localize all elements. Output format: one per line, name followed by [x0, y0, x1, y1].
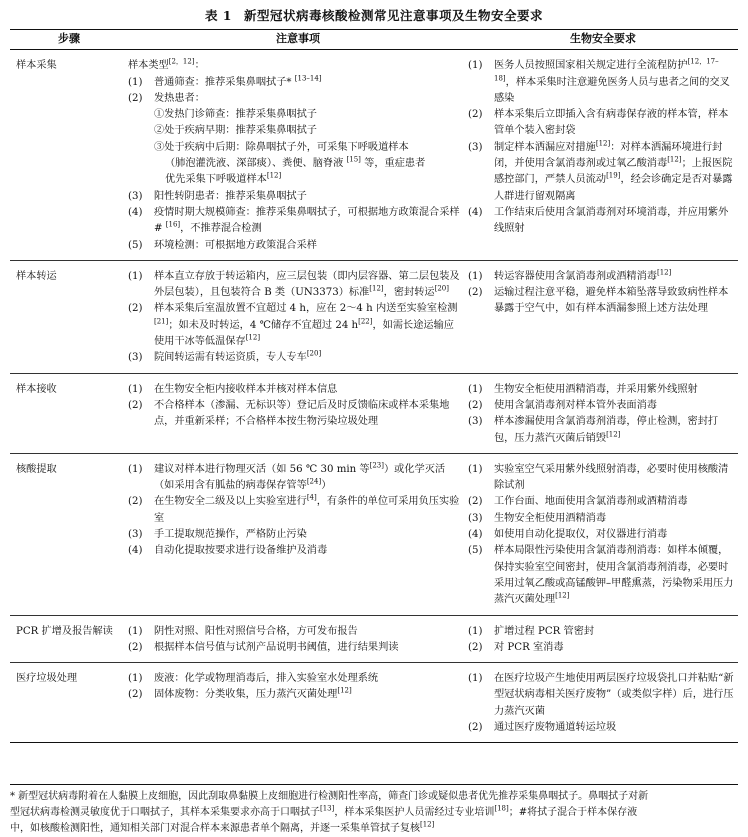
item-text: 运输过程注意平稳，避免样本箱坠落导致致病性样本暴露于空气中，如有样本洒漏参照上述方法处理	[494, 287, 729, 315]
table-row	[10, 663, 738, 743]
notes-item	[128, 671, 460, 687]
item-number: (1)	[468, 463, 483, 475]
table-row	[10, 260, 738, 373]
footnote-line: * 新型冠状病毒附着在人黏膜上皮细胞，因此刮取鼻黏膜上皮细胞进行检测阳性率高，筛查门诊或疑似患者优先推荐采集鼻咽拭子。鼻咽拭子对新	[10, 791, 649, 802]
header-biosafety: 生物安全要求	[468, 30, 738, 50]
step-cell: PCR 扩增及报告解读	[10, 615, 128, 663]
item-text: 样本局限性污染使用含氯消毒剂消毒：如样本倾覆，保持实验室空间密封，使用含氯消毒剂消毒，必要时采用过氧乙酸或高锰酸钾–甲醛熏蒸，污染物采用压力蒸汽灭菌处理[12]	[494, 545, 734, 606]
biosafety-cell	[468, 663, 738, 743]
item-text: 固体废物：分类收集，压力蒸汽灭菌处理[12]	[154, 687, 352, 701]
notes-cell	[128, 373, 468, 453]
item-text: 阴性对照、阳性对照信号合格，方可发布报告	[154, 625, 358, 637]
notes-subitem: ③处于疾病中后期：除鼻咽拭子外，可采集下呼吸道样本	[154, 141, 409, 153]
notes-item	[128, 640, 460, 656]
biosafety-item	[468, 285, 738, 318]
notes-item	[128, 398, 460, 431]
notes-item	[128, 527, 460, 543]
item-text: 发热患者：	[154, 92, 205, 104]
item-text: 生物安全柜使用酒精消毒	[494, 512, 607, 524]
notes-item	[128, 687, 460, 703]
step-cell: 样本转运	[10, 260, 128, 373]
item-number: (3)	[128, 352, 143, 364]
item-text: 样本渗漏使用含氯消毒剂消毒，停止检测，密封打包，压力蒸汽灭菌后销毁[12]	[494, 416, 719, 444]
item-number: (2)	[128, 399, 143, 411]
notes-cell	[128, 260, 468, 373]
item-number: (1)	[128, 270, 143, 282]
biosafety-item	[468, 671, 738, 720]
biosafety-item	[468, 398, 738, 414]
item-text: 手工提取规范操作，严格防止污染	[154, 529, 307, 541]
item-number: (2)	[468, 109, 483, 121]
notes-list	[128, 462, 460, 560]
biosafety-list	[468, 382, 738, 447]
item-text: 在生物安全二级及以上实验室进行[4]，有条件的单位可采用负压实验室	[154, 494, 460, 524]
item-number: (2)	[468, 641, 483, 653]
footnote	[10, 784, 738, 837]
item-number: (1)	[468, 60, 483, 72]
biosafety-list	[468, 462, 738, 609]
step-cell: 核酸提取	[10, 453, 128, 615]
item-number: (3)	[468, 141, 483, 153]
item-text: 扩增过程 PCR 管密封	[494, 625, 595, 637]
notes-item	[128, 350, 460, 366]
biosafety-item	[468, 511, 738, 527]
biosafety-item	[468, 414, 738, 447]
table-row	[10, 50, 738, 261]
item-text: 医务人员按照国家相关规定进行全流程防护[12，17–18]，样本采集时注意避免医务人员与患者之间的交叉感染	[494, 57, 730, 104]
item-number: (3)	[468, 416, 483, 428]
biosafety-item	[468, 640, 738, 656]
item-text: 普通筛查：推荐采集鼻咽拭子* [13–14]	[154, 74, 322, 88]
item-number: (3)	[468, 512, 483, 524]
item-text: 生物安全柜使用酒精消毒，并采用紫外线照射	[494, 383, 698, 395]
notes-item	[128, 189, 460, 205]
item-number: (4)	[468, 206, 483, 218]
item-number: (1)	[468, 625, 483, 637]
item-number: (2)	[468, 287, 483, 299]
notes-item	[128, 75, 460, 91]
item-number: (1)	[128, 673, 143, 685]
item-number: (2)	[128, 641, 143, 653]
item-number: (2)	[128, 496, 143, 508]
item-text: 工作结束后使用含氯消毒剂对环境消毒，并应用紫外线照射	[494, 206, 729, 235]
notes-item	[128, 462, 460, 495]
item-text: 废液：化学或物理消毒后，排入实验室水处理系统	[154, 673, 379, 685]
notes-list	[128, 75, 460, 254]
biosafety-item	[468, 720, 738, 736]
item-text: 根据样本信号值与试剂产品说明书阈值，进行结果判读	[154, 641, 399, 653]
item-number: (4)	[468, 529, 483, 541]
item-text: 样本采集后室温放置不宜超过 4 h，应在 2～4 h 内送至实验室检测[21]；如未及时转运，4 ℃储存不宜超过 24 h[22]，如需长途运输应使用干冰等低温保存[12]	[154, 303, 458, 348]
table-row	[10, 373, 738, 453]
item-text: 实验室空气采用紫外线照射消毒，必要时使用核酸清除试剂	[494, 463, 729, 492]
item-number: (1)	[128, 625, 143, 637]
table-row	[10, 615, 738, 663]
biosafety-cell	[468, 260, 738, 373]
biosafety-cell	[468, 453, 738, 615]
item-number: (4)	[128, 545, 143, 557]
header-notes: 注意事项	[128, 30, 468, 50]
biosafety-item	[468, 624, 738, 640]
biosafety-list	[468, 58, 738, 237]
notes-item	[128, 205, 460, 238]
table-row	[10, 453, 738, 615]
item-text: 样本直立存放于转运箱内，应三层包装（即内层容器、第二层包装及外层包装），且包装符合 B 类（UN3373）标准[12]，密封转运[20]	[154, 270, 460, 299]
item-number: (1)	[128, 463, 143, 475]
item-number: (5)	[128, 239, 143, 251]
item-number: (5)	[468, 545, 483, 557]
biosafety-cell	[468, 50, 738, 261]
item-number: (2)	[468, 399, 483, 411]
biosafety-item	[468, 494, 738, 510]
item-number: (2)	[128, 689, 143, 701]
notes-item	[128, 301, 460, 350]
item-text: 院间转运需有转运资质，专人专车[20]	[154, 349, 322, 364]
notes-subitem: ①发热门诊筛查：推荐采集鼻咽拭子	[154, 109, 317, 121]
notes-list	[128, 382, 460, 431]
item-text: 对 PCR 室消毒	[494, 641, 564, 653]
item-number: (1)	[468, 270, 483, 282]
item-number: (1)	[128, 76, 143, 88]
notes-item	[128, 494, 460, 527]
item-number: (3)	[128, 190, 143, 202]
biosafety-cell	[468, 373, 738, 453]
item-number: (4)	[128, 206, 143, 218]
notes-list	[128, 624, 460, 657]
item-text: 自动化提取按要求进行设备维护及消毒	[154, 545, 328, 557]
biosafety-item	[468, 205, 738, 238]
item-text: 如使用自动化提取仪，对仪器进行消毒	[494, 529, 668, 541]
item-text: 在生物安全柜内接收样本并核对样本信息	[154, 383, 338, 395]
biosafety-item	[468, 140, 738, 205]
biosafety-list	[468, 624, 738, 657]
item-number: (1)	[468, 383, 483, 395]
biosafety-list	[468, 269, 738, 318]
biosafety-cell	[468, 615, 738, 663]
item-text: 通过医疗废物通道转运垃圾	[494, 721, 617, 733]
item-text: 样本采集后立即插入含有病毒保存液的样本管，样本管单个装入密封袋	[494, 109, 729, 137]
notes-cell	[128, 50, 468, 261]
step-cell: 样本接收	[10, 373, 128, 453]
notes-item	[128, 238, 460, 254]
item-text: 制定样本洒漏应对措施[12]：对样本洒漏环境进行封闭，并使用含氯消毒剂或过氧乙酸消毒[12]；上报医院感控部门，严禁人员流动[19]，经会诊确定是否对暴露人群进行留观隔离	[494, 139, 733, 202]
table-title	[0, 6, 748, 24]
table-caption: 新型冠状病毒核酸检测常见注意事项及生物安全要求	[244, 8, 544, 23]
item-text: 疫情时期大规模筛查：推荐采集鼻咽拭子，可根据地方政策混合采样# [16]，不推荐混合检测	[154, 206, 460, 235]
biosafety-item	[468, 382, 738, 398]
item-text: 在医疗垃圾产生地使用两层医疗垃圾袋扎口并粘贴“新型冠状病毒相关医疗废物”（或类似字样）后，进行压力蒸汽灭菌	[494, 673, 734, 717]
footnote-line: 中，如核酸检测阳性，通知相关部门对混合样本来源患者单个隔离，并逐一采集单管拭子复核[12]	[10, 820, 435, 834]
notes-intro: 样本类型[2，12]：	[128, 57, 205, 72]
item-number: (2)	[468, 496, 483, 508]
biosafety-item	[468, 58, 738, 107]
notes-subitem: 优先采集下呼吸道样本[12]	[165, 171, 282, 186]
table-body	[10, 50, 738, 743]
notes-list	[128, 671, 460, 704]
step-cell: 样本采集	[16, 60, 57, 72]
item-text: 环境检测：可根据地方政策混合采样	[154, 239, 317, 251]
footnote-line: 型冠状病毒检测灵敏度优于口咽拭子，其样本采集要求亦高于口咽拭子[13]，样本采集医护人员需经过专业培训[18]；#将拭子混合于样本保存液	[10, 804, 638, 818]
notes-list	[128, 269, 460, 367]
item-number: (2)	[128, 92, 143, 104]
biosafety-item	[468, 269, 738, 285]
biosafety-list	[468, 671, 738, 736]
notes-item	[128, 624, 460, 640]
notes-cell	[128, 615, 468, 663]
item-number: (1)	[128, 383, 143, 395]
item-text: 工作台面、地面使用含氯消毒剂或酒精消毒	[494, 496, 688, 508]
biosafety-item	[468, 527, 738, 543]
notes-item	[128, 382, 460, 398]
item-text: 转运容器使用含氯消毒剂或酒精消毒[12]	[494, 268, 672, 282]
notes-item	[128, 91, 460, 107]
biosafety-item	[468, 107, 738, 140]
biosafety-item	[468, 462, 738, 495]
item-text: 不合格样本（渗漏、无标识等）登记后及时反馈临床或样本采集地点，并重新采样；不合格样本按生物污染垃圾处理	[154, 399, 450, 428]
notes-cell	[128, 453, 468, 615]
notes-subitem: ②处于疾病早期：推荐采集鼻咽拭子	[154, 125, 317, 137]
item-number: (1)	[468, 673, 483, 685]
item-text: 阳性转阴患者：推荐采集鼻咽拭子	[154, 190, 307, 202]
notes-item	[128, 269, 460, 302]
biosafety-item	[468, 543, 738, 608]
item-text: 使用含氯消毒剂对样本管外表面消毒	[494, 399, 657, 411]
requirements-table	[10, 29, 738, 743]
item-number: (3)	[128, 529, 143, 541]
table-number: 表 1	[204, 8, 233, 23]
header-step: 步骤	[10, 30, 128, 50]
item-text: 建议对样本进行物理灭活（如 56 ℃ 30 min 等[23]）或化学灭活（如采用含有胍盐的病毒保存管等[24]）	[154, 461, 446, 492]
item-number: (2)	[468, 721, 483, 733]
notes-item	[128, 543, 460, 559]
notes-subitem: （肺泡灌洗液、深部痰）、粪便、脑脊液 [15] 等，重症患者	[165, 155, 426, 170]
item-number: (2)	[128, 303, 143, 315]
step-cell: 医疗垃圾处理	[10, 663, 128, 743]
table-header-row	[10, 30, 738, 50]
notes-cell	[128, 663, 468, 743]
